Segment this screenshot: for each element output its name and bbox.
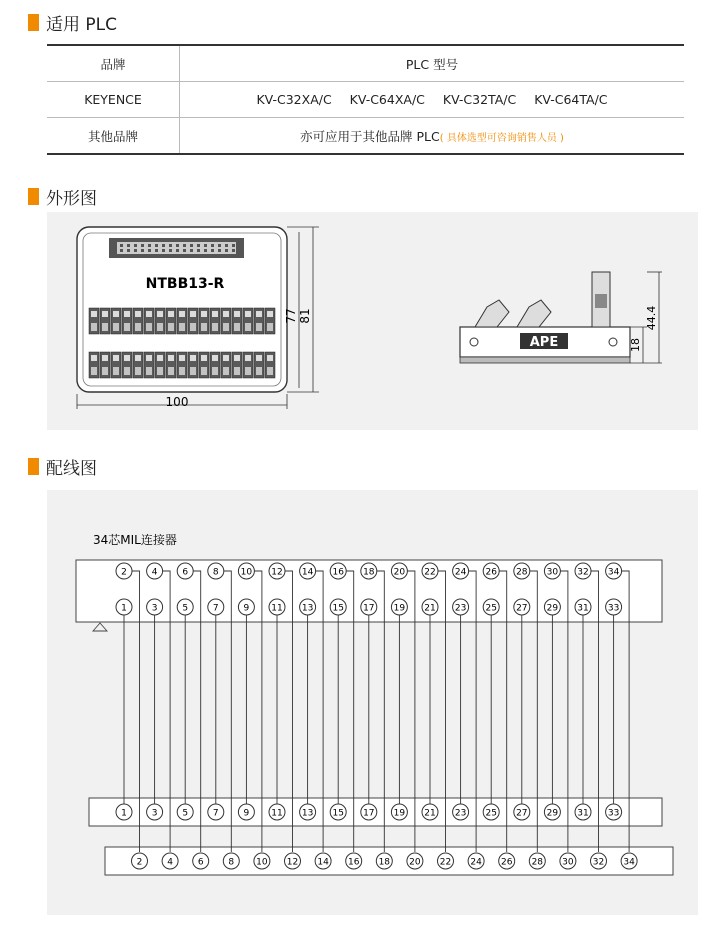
terminal-even-label: 34 [623, 857, 635, 868]
plc-table [47, 44, 684, 155]
outline-drawing [47, 212, 698, 430]
side-connector-latch [595, 294, 607, 308]
terminal-even-label: 28 [531, 857, 544, 868]
terminal-clamp [124, 367, 130, 375]
terminal-even-label: 10 [256, 857, 268, 868]
connector-pin [225, 244, 228, 247]
connector-pin [120, 244, 123, 247]
even-pin-label: 2 [121, 567, 127, 578]
terminal-screw [124, 355, 130, 361]
terminal-even-label: 14 [317, 857, 329, 868]
terminal-clamp [234, 323, 240, 331]
terminal-clamp [113, 323, 119, 331]
terminal-screw [146, 355, 152, 361]
terminal-clamp [190, 367, 196, 375]
odd-pin-label: 21 [424, 603, 436, 614]
terminal-screw [245, 355, 251, 361]
terminal-screw [267, 311, 273, 317]
model-name: KV-C32TA/C [442, 92, 517, 107]
connector-pin [169, 244, 172, 247]
terminal-odd-label: 11 [271, 808, 283, 819]
terminal-screw-left [475, 300, 509, 327]
connector-pin [225, 249, 228, 252]
connector-pin [190, 249, 193, 252]
section-header-wiring [28, 454, 97, 479]
connector-label: 34芯MIL连接器 [93, 533, 177, 547]
terminal-screw [190, 355, 196, 361]
connector-pin [204, 244, 207, 247]
terminal-clamp [157, 323, 163, 331]
terminal-row-lower [89, 352, 275, 378]
connector-pin [232, 249, 235, 252]
terminal-even-label: 32 [592, 857, 605, 868]
header-brand: 品牌 [47, 45, 180, 82]
terminal-screw [168, 355, 174, 361]
odd-pin-label: 33 [607, 603, 620, 614]
terminal-even-label: 2 [136, 857, 143, 868]
terminal-clamp [135, 367, 141, 375]
outline-panel [47, 212, 698, 430]
connector-pin [218, 249, 221, 252]
odd-pin-label: 25 [485, 603, 497, 614]
terminal-clamp [102, 323, 108, 331]
terminal-clamp [267, 323, 273, 331]
connector-pin [162, 244, 165, 247]
connector-pin [148, 244, 151, 247]
connector-pin [134, 244, 137, 247]
terminal-clamp [223, 323, 229, 331]
terminal-odd-label: 17 [363, 808, 375, 819]
header-model: PLC 型号 [180, 45, 685, 82]
connector-pin [176, 244, 179, 247]
connector-pin [127, 249, 130, 252]
section-marker [28, 188, 39, 205]
terminal-screw [223, 355, 229, 361]
terminal-clamp [135, 323, 141, 331]
terminal-screw [179, 311, 185, 317]
terminal-screw [91, 355, 97, 361]
terminal-even-label: 12 [286, 857, 299, 868]
terminal-screw [146, 311, 152, 317]
connector-pin [141, 249, 144, 252]
connector-pin [190, 244, 193, 247]
terminal-screw [113, 355, 119, 361]
terminal-clamp [102, 367, 108, 375]
ape-logo-text: APE [529, 335, 559, 350]
terminal-odd-label: 19 [393, 808, 406, 819]
even-pin-label: 22 [424, 567, 436, 578]
terminal-even-label: 16 [347, 857, 360, 868]
terminal-screw [102, 311, 108, 317]
connector-pin [211, 249, 214, 252]
terminal-screw [223, 311, 229, 317]
even-pin-label: 8 [212, 567, 219, 578]
terminal-clamp [212, 367, 218, 375]
connector-pin [232, 244, 235, 247]
terminal-even-label: 30 [562, 857, 574, 868]
even-pin-label: 14 [301, 567, 314, 578]
even-pin-label: 18 [363, 567, 375, 578]
terminal-odd-label: 31 [577, 808, 589, 819]
wiring-panel [47, 490, 698, 915]
connector-pin [155, 244, 158, 247]
side-view [460, 272, 662, 363]
terminal-clamp [157, 367, 163, 375]
models-cell [180, 82, 685, 118]
wiring-diagram [47, 490, 698, 915]
terminal-screw [234, 311, 240, 317]
connector-pin [204, 249, 207, 252]
terminal-screw [234, 355, 240, 361]
dim-height-inner-label: 77 [284, 308, 298, 324]
table-header-row [47, 45, 684, 82]
terminal-screw [201, 355, 207, 361]
terminal-clamp [190, 323, 196, 331]
terminal-even-label: 6 [197, 857, 204, 868]
terminal-screw [212, 355, 218, 361]
connector-pin [211, 244, 214, 247]
terminal-even-label: 8 [228, 857, 235, 868]
terminal-clamp [212, 323, 218, 331]
terminal-screw [168, 311, 174, 317]
terminal-odd-label: 5 [182, 808, 189, 819]
terminal-odd-label: 29 [546, 808, 559, 819]
pin1-marker-icon [93, 623, 107, 631]
terminal-clamp [179, 323, 185, 331]
odd-pin-label: 31 [577, 603, 589, 614]
connector-pin [197, 244, 200, 247]
compat-text: 亦可应用于其他品牌 PLC [300, 128, 440, 144]
terminal-even-label: 4 [167, 857, 173, 868]
even-pin-label: 32 [577, 567, 589, 578]
model-name: KV-C64XA/C [349, 92, 425, 107]
odd-pin-label: 7 [212, 603, 219, 614]
terminal-odd-label: 1 [121, 808, 127, 819]
dim-side-base-label: 18 [629, 338, 642, 352]
terminal-screw [256, 311, 262, 317]
section-title: 配线图 [46, 459, 97, 479]
odd-pin-label: 9 [243, 603, 250, 614]
connector-pin [120, 249, 123, 252]
odd-pin-label: 23 [454, 603, 467, 614]
section-header-plc [28, 10, 117, 35]
terminal-screw [91, 311, 97, 317]
terminal-odd-label: 27 [516, 808, 528, 819]
compat-cell [180, 118, 685, 155]
terminal-clamp [124, 323, 130, 331]
terminal-screw [157, 355, 163, 361]
terminal-odd-label: 9 [243, 808, 250, 819]
terminal-clamp [256, 367, 262, 375]
terminal-odd-label: 13 [301, 808, 314, 819]
section-title: 适用 PLC [46, 15, 117, 35]
terminal-clamp [179, 367, 185, 375]
even-pin-label: 28 [516, 567, 528, 578]
model-label: NTBB13-R [145, 276, 225, 292]
even-pin-label: 6 [182, 567, 189, 578]
terminal-odd-label: 33 [607, 808, 620, 819]
terminal-even-label: 26 [500, 857, 513, 868]
even-pin-label: 12 [271, 567, 283, 578]
connector-pin [218, 244, 221, 247]
terminal-screw [179, 355, 185, 361]
even-pin-label: 24 [454, 567, 467, 578]
terminal-screw [245, 311, 251, 317]
connector-pin [162, 249, 165, 252]
odd-pin-label: 15 [332, 603, 344, 614]
connector-pin [127, 244, 130, 247]
terminal-screw [102, 355, 108, 361]
connector-pin [169, 249, 172, 252]
connector-pin [197, 249, 200, 252]
odd-pin-label: 5 [182, 603, 189, 614]
even-pin-label: 10 [240, 567, 253, 578]
terminal-clamp [245, 367, 251, 375]
connector-pin [141, 244, 144, 247]
table-row [47, 118, 684, 155]
terminal-screw [267, 355, 273, 361]
model-name: KV-C64TA/C [534, 92, 608, 107]
odd-pin-label: 19 [393, 603, 406, 614]
mil-connector-slot [117, 242, 236, 254]
terminal-screw [113, 311, 119, 317]
dim-side-total-label: 44.4 [645, 305, 658, 331]
din-rail-base [460, 357, 630, 363]
section-marker [28, 14, 39, 31]
even-pin-label: 16 [332, 567, 344, 578]
terminal-clamp [234, 367, 240, 375]
connector-pin [148, 249, 151, 252]
terminal-odd-label: 15 [332, 808, 344, 819]
odd-pin-label: 13 [301, 603, 314, 614]
terminal-clamp [256, 323, 262, 331]
terminal-screw [135, 311, 141, 317]
section-title: 外形图 [46, 189, 97, 209]
terminal-row-upper [89, 308, 275, 334]
terminal-clamp [267, 367, 273, 375]
table-row [47, 82, 684, 118]
dim-height-outer-label: 81 [298, 308, 312, 324]
terminal-clamp [168, 367, 174, 375]
terminal-screw [201, 311, 207, 317]
odd-pin-label: 27 [516, 603, 528, 614]
terminal-screw [157, 311, 163, 317]
terminal-screw [124, 311, 130, 317]
even-pin-label: 30 [546, 567, 559, 578]
odd-pin-label: 17 [363, 603, 375, 614]
connector-pin [183, 244, 186, 247]
even-pin-label: 34 [607, 567, 620, 578]
terminal-odd-label: 3 [151, 808, 158, 819]
compat-note: ( 具体选型可咨询销售人员 ) [439, 132, 564, 144]
brand-cell: 其他品牌 [47, 118, 180, 155]
terminal-screw [135, 355, 141, 361]
terminal-clamp [201, 367, 207, 375]
model-name: KV-C32XA/C [256, 92, 332, 107]
terminal-even-label: 22 [439, 857, 452, 868]
terminal-odd-label: 7 [212, 808, 219, 819]
terminal-even-label: 20 [409, 857, 421, 868]
terminal-odd-label: 25 [485, 808, 497, 819]
terminal-clamp [146, 323, 152, 331]
terminal-clamp [91, 323, 97, 331]
terminal-clamp [113, 367, 119, 375]
even-pin-label: 20 [393, 567, 406, 578]
connector-pin [134, 249, 137, 252]
odd-pin-label: 29 [546, 603, 559, 614]
terminal-clamp [223, 367, 229, 375]
dim-width-label: 100 [165, 395, 189, 409]
terminal-screw [256, 355, 262, 361]
terminal-odd-label: 23 [454, 808, 467, 819]
section-marker [28, 458, 39, 475]
section-header-outline [28, 184, 97, 209]
terminal-clamp [146, 367, 152, 375]
odd-pin-label: 1 [121, 603, 127, 614]
terminal-screw [212, 311, 218, 317]
terminal-clamp [245, 323, 251, 331]
terminal-even-label: 18 [378, 857, 391, 868]
terminal-odd-label: 21 [424, 808, 436, 819]
terminal-clamp [201, 323, 207, 331]
even-pin-label: 4 [151, 567, 158, 578]
terminal-screw-right [517, 300, 551, 327]
terminal-screw [190, 311, 196, 317]
odd-pin-label: 3 [151, 603, 158, 614]
terminal-clamp [168, 323, 174, 331]
connector-pin [155, 249, 158, 252]
connector-pin [176, 249, 179, 252]
odd-pin-label: 11 [271, 603, 283, 614]
terminal-clamp [91, 367, 97, 375]
brand-cell: KEYENCE [47, 82, 180, 118]
connector-pin [183, 249, 186, 252]
terminal-even-label: 24 [470, 857, 482, 868]
even-pin-label: 26 [485, 567, 497, 578]
